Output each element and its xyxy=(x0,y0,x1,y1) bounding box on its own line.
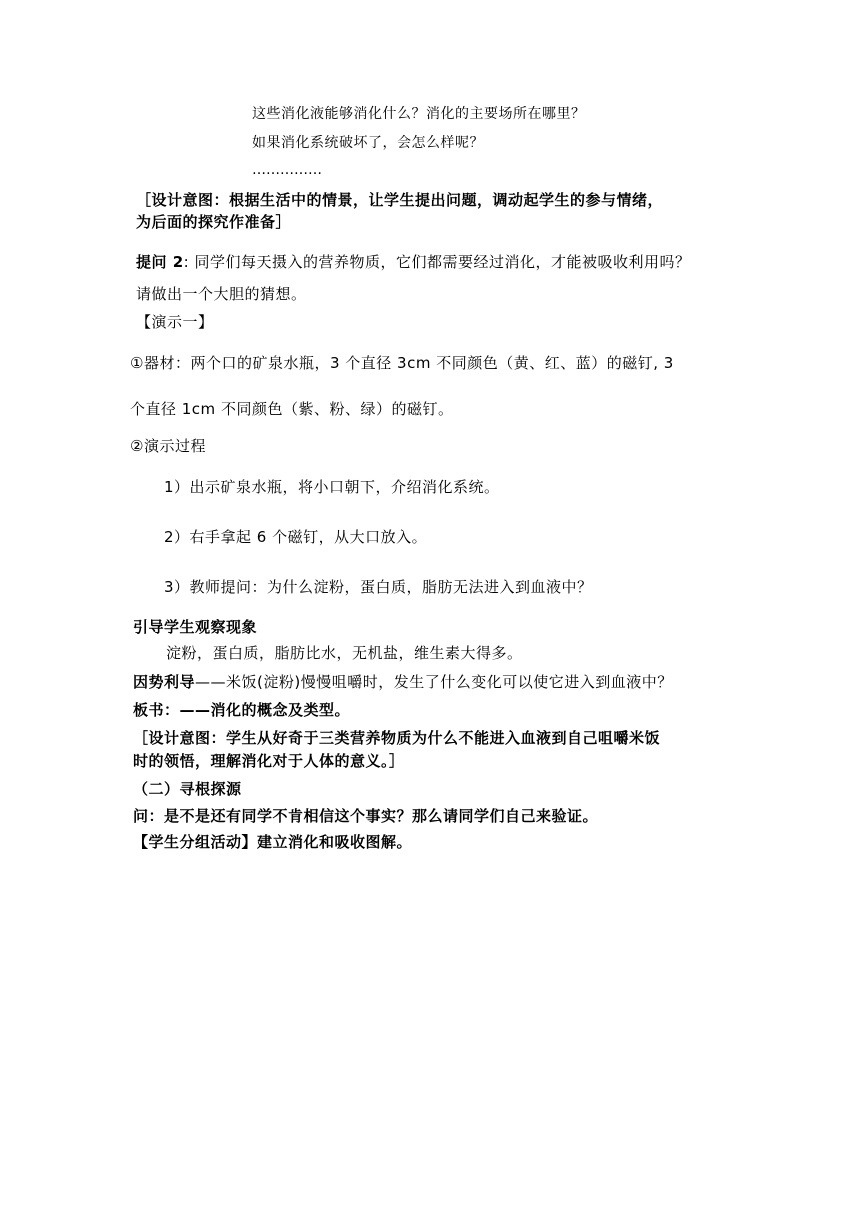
intro-line-2: 如果消化系统破坏了，会怎么样呢？ xyxy=(252,135,484,151)
observe-heading: 引导学生观察现象 xyxy=(133,618,258,636)
section-2-activity: 【学生分组活动】建立消化和吸收图解。 xyxy=(133,833,413,851)
design-note-2-line-2: 时的领悟，理解消化对于人体的意义。］ xyxy=(133,752,405,770)
demo-1-heading: 【演示一】 xyxy=(136,313,214,331)
design-note-2-line-1: ［设计意图：学生从好奇于三类营养物质为什么不能进入血液到自己咀嚼米饭 xyxy=(133,729,661,747)
question-2 xyxy=(136,252,691,272)
demo-step-1: 1）出示矿泉水瓶，将小口朝下，介绍消化系统。 xyxy=(164,478,500,496)
intro-ellipsis: …………… xyxy=(252,162,322,178)
intro-line-1: 这些消化液能够消化什么？消化的主要场所在哪里？ xyxy=(252,106,586,122)
demo-1-materials-line-1: ①器材：两个口的矿泉水瓶，3 个直径 3cm 不同颜色（黄、红、蓝）的磁钉, 3 xyxy=(130,354,674,372)
question-2-text: : 同学们每天摄入的营养物质，它们都需要经过消化，才能被吸收利用吗？ xyxy=(183,253,691,271)
design-note-1-line-1: ［设计意图：根据生活中的情景，让学生提出问题，调动起学生的参与情绪， xyxy=(136,191,664,209)
design-note-1-line-2: 为后面的探究作准备］ xyxy=(136,213,292,231)
question-2-label: 提问 2 xyxy=(136,253,184,271)
demo-step-3: 3）教师提问：为什么淀粉，蛋白质，脂肪无法进入到血液中？ xyxy=(164,578,593,596)
guide-line xyxy=(133,672,673,692)
guide-label: 因势利导 xyxy=(133,673,196,691)
demo-1-process-heading: ②演示过程 xyxy=(130,437,206,455)
question-2-line-2: 请做出一个大胆的猜想。 xyxy=(136,285,307,303)
section-2-heading: （二）寻根探源 xyxy=(133,780,242,798)
demo-1-materials-line-2: 个直径 1cm 不同颜色（紫、粉、绿）的磁钉。 xyxy=(130,400,454,418)
guide-text: ——米饭(淀粉)慢慢咀嚼时，发生了什么变化可以使它进入到血液中？ xyxy=(195,673,673,691)
board-text: 板书：——消化的概念及类型。 xyxy=(133,701,351,719)
demo-step-2: 2）右手拿起 6 个磁钉，从大口放入。 xyxy=(164,528,428,546)
observe-text: 淀粉，蛋白质，脂肪比水，无机盐，维生素大得多。 xyxy=(166,644,523,662)
section-2-question: 问：是不是还有同学不肯相信这个事实？那么请同学们自己来验证。 xyxy=(133,807,599,825)
